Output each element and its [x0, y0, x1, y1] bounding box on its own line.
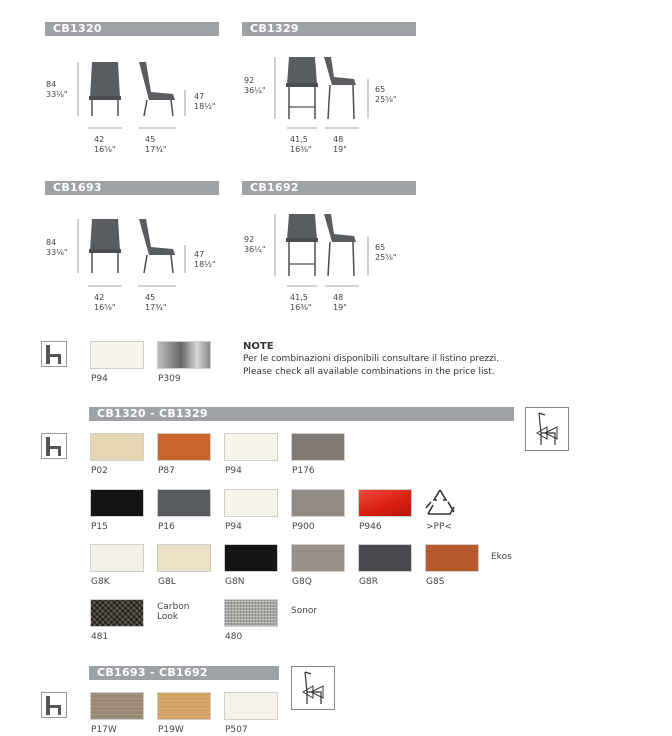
recycle-icon [424, 488, 456, 518]
swatch-code: P507 [225, 725, 248, 735]
swatch-g8n [224, 544, 278, 572]
swatch-frame-p94 [90, 341, 144, 369]
swatch-p946 [358, 489, 412, 517]
cb1329-depth: 48 19" [333, 135, 347, 154]
cb1693-seat-height: 47 18½" [194, 250, 216, 269]
cb1693-side-view [135, 217, 185, 282]
cb1692-dim-lines [287, 282, 387, 290]
swatch-p87 [157, 433, 211, 461]
swatch-code: P946 [359, 522, 382, 532]
swatch-g8q [291, 544, 345, 572]
note-title: NOTE [243, 341, 274, 352]
swatch-481 [90, 599, 144, 627]
swatch-frame-p309 [157, 341, 211, 369]
note-line-it: Per le combinazioni disponibili consultare il listino prezzi. [243, 354, 500, 364]
cb1693-height: 84 33⅛" [46, 238, 68, 257]
cb1693-width: 42 16⅝" [94, 293, 116, 312]
swatch-code: G8R [359, 577, 378, 587]
swatch-code: 481 [91, 632, 109, 642]
cb1320-dim-lines [88, 124, 188, 132]
cb1329-dim-lines [287, 124, 387, 132]
swatch-code: P16 [158, 522, 175, 532]
swatch-p94b [224, 489, 278, 517]
swatch-code: P17W [91, 725, 117, 735]
swatch-g8l [157, 544, 211, 572]
cb1329-front-view [275, 55, 325, 130]
swatch-code: P309 [158, 374, 181, 384]
cb1692-seat-height: 65 25⅝" [375, 243, 397, 262]
swatch-code: G8Q [292, 577, 312, 587]
sonor-label: Sonor [291, 606, 318, 616]
swatch-p900 [291, 489, 345, 517]
ekos-label: Ekos [491, 552, 512, 562]
chair-upholstery-icon-2 [291, 666, 335, 710]
cb1320-side-view [135, 60, 185, 125]
cb1692-side-view [320, 212, 370, 287]
cb1693-depth: 45 17¾" [145, 293, 167, 312]
cb1329-width: 41,5 16⅜" [290, 135, 312, 154]
swatch-g8s [425, 544, 479, 572]
swatch-code: G8S [426, 577, 445, 587]
cb1329-height: 92 36¼" [244, 76, 266, 95]
swatch-code: G8N [225, 577, 245, 587]
model-header-cb1320: CB1320 [45, 22, 219, 36]
cb1692-front-view [275, 212, 325, 287]
cb1692-depth: 48 19" [333, 293, 347, 312]
swatch-p507 [224, 692, 278, 720]
model-header-cb1329: CB1329 [242, 22, 416, 36]
swatch-p17w [90, 692, 144, 720]
swatch-480 [224, 599, 278, 627]
swatch-p94 [224, 433, 278, 461]
section2-seat-icon [41, 692, 67, 718]
recycle-label: >PP< [426, 522, 452, 532]
cb1320-seat-height: 47 18½" [194, 92, 216, 111]
model-header-cb1693: CB1693 [45, 181, 219, 195]
swatch-code: P02 [91, 466, 108, 476]
cb1320-width: 42 16⅝" [94, 135, 116, 154]
chair-upholstery-icon [525, 407, 569, 451]
swatch-p19w [157, 692, 211, 720]
swatch-code: P94 [91, 374, 108, 384]
cb1692-width: 41,5 16⅜" [290, 293, 312, 312]
swatch-p16 [157, 489, 211, 517]
swatch-g8k [90, 544, 144, 572]
swatch-code: P19W [158, 725, 184, 735]
swatch-code: P94 [225, 466, 242, 476]
swatch-code: P87 [158, 466, 175, 476]
cb1693-front-view [78, 217, 128, 282]
cb1320-front-view [78, 60, 128, 125]
frame-icon [41, 341, 67, 367]
note-line-en: Please check all available combinations in the price list. [243, 367, 495, 377]
section1-seat-icon [41, 433, 67, 459]
carbon-look-label: Carbon Look [157, 602, 190, 622]
model-header-cb1692: CB1692 [242, 181, 416, 195]
cb1320-depth: 45 17¾" [145, 135, 167, 154]
swatch-code: P15 [91, 522, 108, 532]
swatch-g8r [358, 544, 412, 572]
swatch-p15 [90, 489, 144, 517]
cb1320-height: 84 33⅛" [46, 80, 68, 99]
cb1329-side-view [320, 55, 370, 130]
cb1329-seat-height: 65 25⅝" [375, 85, 397, 104]
swatch-p02 [90, 433, 144, 461]
swatch-code: P94 [225, 522, 242, 532]
swatch-code: P900 [292, 522, 315, 532]
swatch-code: P176 [292, 466, 315, 476]
swatch-code: G8K [91, 577, 110, 587]
cb1693-dim-lines [88, 282, 188, 290]
section-header-cb1693-cb1692: CB1693 - CB1692 [89, 666, 279, 680]
swatch-code: G8L [158, 577, 176, 587]
section-header-cb1320-cb1329: CB1320 - CB1329 [89, 407, 514, 421]
cb1692-height: 92 36¼" [244, 235, 266, 254]
swatch-code: 480 [225, 632, 243, 642]
swatch-p176 [291, 433, 345, 461]
